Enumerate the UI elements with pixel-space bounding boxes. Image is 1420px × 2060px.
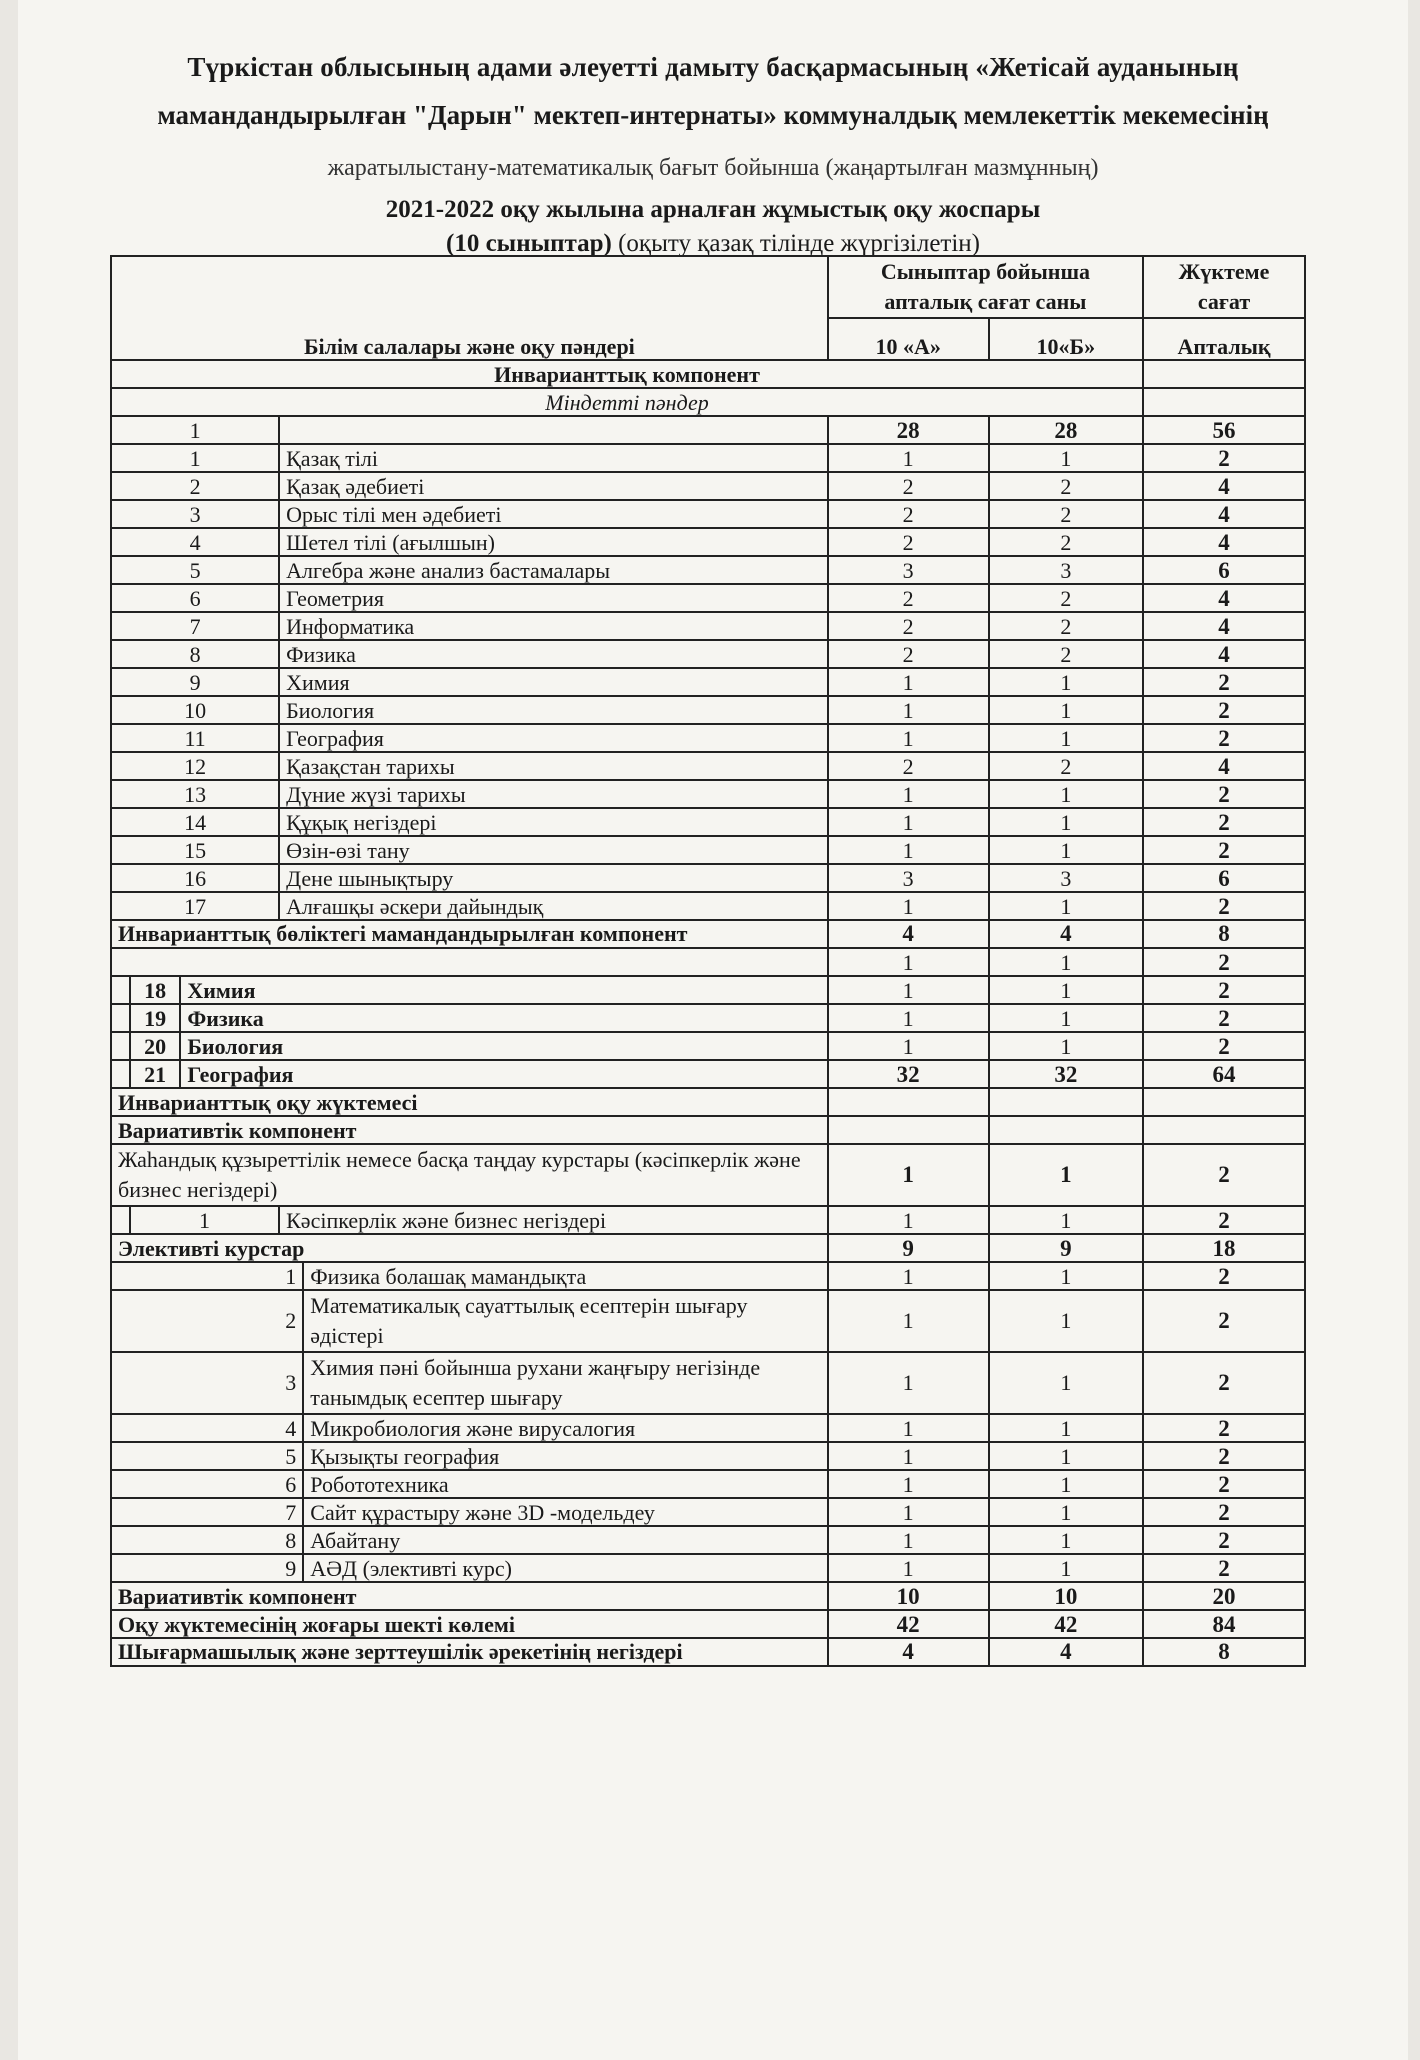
table-row [111, 976, 1305, 1004]
hours-10b: 1 [989, 1144, 1143, 1206]
subject-name: Биология [180, 1032, 827, 1060]
hours-10a: 2 [828, 528, 989, 556]
subject-name: Физика [180, 1004, 827, 1032]
hours-total: 2 [1143, 668, 1305, 696]
table-row [111, 556, 1305, 584]
table-row [111, 780, 1305, 808]
table-row [111, 724, 1305, 752]
hours-10b: 2 [989, 612, 1143, 640]
hours-10a: 1 [828, 1032, 989, 1060]
row-number: 5 [111, 1442, 303, 1470]
hours-total: 2 [1143, 948, 1305, 976]
hours-10a: 1 [828, 1144, 989, 1206]
hours-10a: 3 [828, 864, 989, 892]
table-row [111, 892, 1305, 920]
hours-10b: 1 [989, 808, 1143, 836]
elective-row [111, 1526, 1305, 1554]
row-number: 12 [111, 752, 279, 780]
hours-total: 20 [1143, 1582, 1305, 1610]
hours-10a: 1 [828, 1352, 989, 1414]
hours-10b: 3 [989, 864, 1143, 892]
hours-total: 2 [1143, 1526, 1305, 1554]
global-competence-label: Жаһандық құзыреттілік немесе басқа таңдау курстары (кәсіпкерлік және бизнес негіздері) [111, 1144, 828, 1206]
hours-total: 56 [1143, 416, 1305, 444]
elective-name: Микробиология және вирусалогия [303, 1414, 828, 1442]
hours-10a: 1 [828, 780, 989, 808]
hours-10a: 32 [828, 1060, 989, 1088]
hours-total: 2 [1143, 696, 1305, 724]
hours-total: 2 [1143, 1290, 1305, 1352]
hours-10a: 1 [828, 836, 989, 864]
hours-total: 2 [1143, 1442, 1305, 1470]
subject-name: Химия [180, 976, 827, 1004]
hours-total: 2 [1143, 1414, 1305, 1442]
row-number: 18 [130, 976, 180, 1004]
hours-10b: 1 [989, 696, 1143, 724]
hours-10b: 42 [989, 1610, 1143, 1638]
elective-name: Робототехника [303, 1470, 828, 1498]
max-load-label: Оқу жүктемесінің жоғары шекті көлемі [111, 1610, 828, 1638]
hours-10b: 1 [989, 948, 1143, 976]
elective-name: АӘД (элективті курс) [303, 1554, 828, 1582]
hours-total: 2 [1143, 1470, 1305, 1498]
hours-10a: 2 [828, 640, 989, 668]
hours-total: 2 [1143, 1032, 1305, 1060]
hours-10b: 1 [989, 1414, 1143, 1442]
elective-row [111, 1262, 1305, 1290]
creative-label: Шығармашылық және зерттеушілік әрекетінің негіздері [111, 1638, 828, 1666]
hours-10a: 2 [828, 500, 989, 528]
col-header-10b: 10«Б» [989, 318, 1143, 360]
table-row [111, 1032, 1305, 1060]
hours-10b: 2 [989, 584, 1143, 612]
hours-10b: 1 [989, 1206, 1143, 1234]
row-number: 1 [111, 1262, 303, 1290]
row-number: 10 [111, 696, 279, 724]
subject-name: Қазақстан тарихы [279, 752, 828, 780]
hours-10a: 4 [828, 1638, 989, 1666]
table-row [111, 528, 1305, 556]
hours-10b: 1 [989, 1498, 1143, 1526]
invariant-total-label: Инварианттық оқу жүктемесі [111, 1088, 828, 1116]
hours-10a: 1 [828, 1004, 989, 1032]
col-header-weekly: Сыныптар бойынша апталық сағат саны [828, 256, 1143, 318]
hours-10b: 1 [989, 1526, 1143, 1554]
hours-10a: 28 [828, 416, 989, 444]
hours-10a: 10 [828, 1582, 989, 1610]
total-row [111, 1638, 1305, 1666]
row-number: 6 [111, 1470, 303, 1498]
hours-total: 4 [1143, 584, 1305, 612]
hours-10b: 1 [989, 1290, 1143, 1352]
subject-name: Қазақ әдебиеті [279, 472, 828, 500]
subject-name: Құқық негіздері [279, 808, 828, 836]
table-row [111, 416, 1305, 444]
header-line-3: жаратылыстану-математикалық бағыт бойынша (жаңартылған мазмұнның) [327, 155, 1099, 181]
section-row [111, 1116, 1305, 1144]
hours-total: 8 [1143, 920, 1305, 948]
hours-10b: 2 [989, 528, 1143, 556]
table-row [111, 668, 1305, 696]
hours-10b: 4 [989, 920, 1143, 948]
elective-row [111, 1290, 1305, 1352]
subject-name: Физика [279, 640, 828, 668]
row-number: 2 [111, 1290, 303, 1352]
hours-10b: 1 [989, 1554, 1143, 1582]
hours-10b: 2 [989, 500, 1143, 528]
hours-total: 2 [1143, 836, 1305, 864]
subject-name: Биология [279, 696, 828, 724]
subject-name: Химия [279, 668, 828, 696]
hours-10b: 32 [989, 1060, 1143, 1088]
hours-10a: 3 [828, 556, 989, 584]
document-page [18, 0, 1408, 2060]
hours-10a: 1 [828, 668, 989, 696]
subject-name: Шетел тілі (ағылшын) [279, 528, 828, 556]
header-line-1: Түркістан облысының адами әлеуетті дамыту басқармасының «Жетісай ауданының [187, 52, 1239, 82]
hours-10b: 4 [989, 1638, 1143, 1666]
row-number: 15 [111, 836, 279, 864]
row-number: 2 [111, 472, 279, 500]
row-number: 17 [111, 892, 279, 920]
specialized-row [111, 920, 1305, 948]
hours-total: 4 [1143, 612, 1305, 640]
row-number: 3 [111, 500, 279, 528]
table-row [111, 864, 1305, 892]
table-row [111, 1004, 1305, 1032]
hours-10a: 1 [828, 1290, 989, 1352]
row-number: 16 [111, 864, 279, 892]
hours-total: 2 [1143, 1554, 1305, 1582]
hours-total: 4 [1143, 640, 1305, 668]
hours-10a: 1 [828, 696, 989, 724]
hours-10a: 1 [828, 892, 989, 920]
col-header-subject: Білім салалары және оқу пәндері [111, 256, 828, 360]
subject-name: Өзін-өзі тану [279, 836, 828, 864]
row-number: 8 [111, 640, 279, 668]
row-number: 20 [130, 1032, 180, 1060]
specialized-label: Инварианттық бөліктегі мамандандырылған компонент [111, 920, 828, 948]
hours-10a: 1 [828, 1206, 989, 1234]
hours-10b: 1 [989, 1352, 1143, 1414]
hours-10a: 1 [828, 1470, 989, 1498]
hours-10b: 1 [989, 668, 1143, 696]
hours-total: 2 [1143, 1352, 1305, 1414]
hours-10b: 28 [989, 416, 1143, 444]
elective-row [111, 1470, 1305, 1498]
row-number: 4 [111, 528, 279, 556]
header-line-2: мамандандырылған "Дарын" мектеп-интернаты» коммуналдық мемлекеттік мекемесінің [157, 100, 1269, 130]
hours-total: 6 [1143, 556, 1305, 584]
hours-10a: 2 [828, 752, 989, 780]
row-number: 6 [111, 584, 279, 612]
hours-10b: 1 [989, 444, 1143, 472]
hours-10b: 1 [989, 836, 1143, 864]
table-row [111, 1060, 1305, 1088]
hours-total: 2 [1143, 892, 1305, 920]
hours-10a: 2 [828, 584, 989, 612]
table-row [111, 500, 1305, 528]
row-number: 19 [130, 1004, 180, 1032]
table-row [111, 472, 1305, 500]
language-note: (оқыту қазақ тілінде жүргізілетін) [611, 230, 980, 257]
section-row [111, 388, 1305, 416]
hours-total: 6 [1143, 864, 1305, 892]
hours-total: 2 [1143, 724, 1305, 752]
hours-10b: 3 [989, 556, 1143, 584]
hours-10a: 1 [828, 444, 989, 472]
hours-10a: 1 [828, 948, 989, 976]
row-number: 7 [111, 1498, 303, 1526]
hours-10b: 1 [989, 1032, 1143, 1060]
hours-10a: 1 [828, 1526, 989, 1554]
hours-total: 4 [1143, 752, 1305, 780]
hours-10a: 1 [828, 1554, 989, 1582]
hours-10a: 1 [828, 808, 989, 836]
hours-total: 2 [1143, 1206, 1305, 1234]
hours-10b: 2 [989, 472, 1143, 500]
hours-10b: 2 [989, 640, 1143, 668]
table-row [111, 808, 1305, 836]
row-number: 11 [111, 724, 279, 752]
hours-10a: 4 [828, 920, 989, 948]
hours-10a: 1 [828, 976, 989, 1004]
hours-total: 2 [1143, 1144, 1305, 1206]
section-electives: Элективті курстар [111, 1234, 828, 1262]
elective-name: Математикалық сауаттылық есептерін шығару әдістері [303, 1290, 828, 1352]
col-header-weekly-total: Апталық [1143, 318, 1305, 360]
hours-total: 2 [1143, 1498, 1305, 1526]
elective-row [111, 1442, 1305, 1470]
hours-10b: 9 [989, 1234, 1143, 1262]
elective-row [111, 1554, 1305, 1582]
hours-10b: 1 [989, 1004, 1143, 1032]
hours-10a: 1 [828, 1442, 989, 1470]
table-row [111, 612, 1305, 640]
plan-title: 2021-2022 оқу жылына арналған жұмыстық оқу жоспары [385, 196, 1041, 223]
subject-name: Информатика [279, 612, 828, 640]
table-row [111, 444, 1305, 472]
hours-10b: 1 [989, 780, 1143, 808]
hours-10a: 2 [828, 612, 989, 640]
hours-10b: 1 [989, 1442, 1143, 1470]
row-number: 1 [111, 416, 279, 444]
total-row [111, 1088, 1305, 1116]
hours-total: 4 [1143, 472, 1305, 500]
table-row [111, 948, 1305, 976]
row-number: 3 [111, 1352, 303, 1414]
hours-total: 8 [1143, 1638, 1305, 1666]
row-number: 13 [111, 780, 279, 808]
hours-total: 2 [1143, 780, 1305, 808]
subject-name: Дүние жүзі тарихы [279, 780, 828, 808]
plan-subtitle [18, 230, 1408, 258]
hours-10a: 1 [828, 1414, 989, 1442]
hours-10b: 1 [989, 1470, 1143, 1498]
section-invariant: Инварианттық компонент [111, 360, 1143, 388]
subject-name: Алғашқы әскери дайындық [279, 892, 828, 920]
section-row [111, 1234, 1305, 1262]
hours-10b: 2 [989, 752, 1143, 780]
row-number: 1 [130, 1206, 279, 1234]
hours-10a: 1 [828, 1262, 989, 1290]
row-number: 7 [111, 612, 279, 640]
row-number: 9 [111, 1554, 303, 1582]
row-number: 8 [111, 1526, 303, 1554]
hours-total: 4 [1143, 500, 1305, 528]
hours-total: 64 [1143, 1060, 1305, 1088]
row-number: 14 [111, 808, 279, 836]
elective-row [111, 1414, 1305, 1442]
table-row [111, 1144, 1305, 1206]
hours-total: 2 [1143, 808, 1305, 836]
hours-total: 4 [1143, 528, 1305, 556]
subject-name: Кәсіпкерлік және бизнес негіздері [279, 1206, 828, 1234]
hours-total: 2 [1143, 1004, 1305, 1032]
total-row [111, 1582, 1305, 1610]
col-header-load: Жүктеме сағат [1143, 256, 1305, 318]
elective-name: Сайт құрастыру және 3D -модельдеу [303, 1498, 828, 1526]
elective-name: Химия пәні бойынша рухани жаңғыру негізінде танымдық есептер шығару [303, 1352, 828, 1414]
subject-name: Алгебра және анализ бастамалары [279, 556, 828, 584]
elective-row [111, 1498, 1305, 1526]
hours-10b: 10 [989, 1582, 1143, 1610]
section-row [111, 360, 1305, 388]
hours-10a: 2 [828, 472, 989, 500]
hours-10a: 1 [828, 724, 989, 752]
row-number: 21 [130, 1060, 180, 1088]
table-row [111, 1206, 1305, 1234]
hours-10b: 1 [989, 892, 1143, 920]
hours-total: 2 [1143, 976, 1305, 1004]
table-row [111, 836, 1305, 864]
table-row [111, 696, 1305, 724]
row-number: 1 [111, 444, 279, 472]
hours-total: 84 [1143, 1610, 1305, 1638]
subject-name: Орыс тілі мен әдебиеті [279, 500, 828, 528]
row-number: 9 [111, 668, 279, 696]
hours-total: 18 [1143, 1234, 1305, 1262]
hours-total: 2 [1143, 444, 1305, 472]
subject-name: Дене шынықтыру [279, 864, 828, 892]
subject-name: Геометрия [279, 584, 828, 612]
col-header-10a: 10 «А» [828, 318, 989, 360]
hours-10b: 1 [989, 724, 1143, 752]
hours-10b: 1 [989, 1262, 1143, 1290]
table-row [111, 584, 1305, 612]
section-variative: Вариативтік компонент [111, 1116, 828, 1144]
total-row [111, 1610, 1305, 1638]
elective-row [111, 1352, 1305, 1414]
hours-10b: 1 [989, 976, 1143, 1004]
section-mandatory: Міндетті пәндер [111, 388, 1143, 416]
table-header-row [111, 256, 1305, 318]
table-row [111, 640, 1305, 668]
subject-name: Қазақ тілі [279, 444, 828, 472]
subject-name: География [180, 1060, 827, 1088]
hours-10a: 1 [828, 1498, 989, 1526]
elective-name: Физика болашақ мамандықта [303, 1262, 828, 1290]
class-label: (10 сыныптар) [446, 230, 612, 257]
elective-name: Қызықты география [303, 1442, 828, 1470]
table-row [111, 752, 1305, 780]
row-number: 4 [111, 1414, 303, 1442]
elective-name: Абайтану [303, 1526, 828, 1554]
variative-total-label: Вариативтік компонент [111, 1582, 828, 1610]
hours-10a: 9 [828, 1234, 989, 1262]
subject-name: География [279, 724, 828, 752]
hours-total: 2 [1143, 1262, 1305, 1290]
row-number: 5 [111, 556, 279, 584]
curriculum-table [110, 255, 1306, 1667]
hours-10a: 42 [828, 1610, 989, 1638]
